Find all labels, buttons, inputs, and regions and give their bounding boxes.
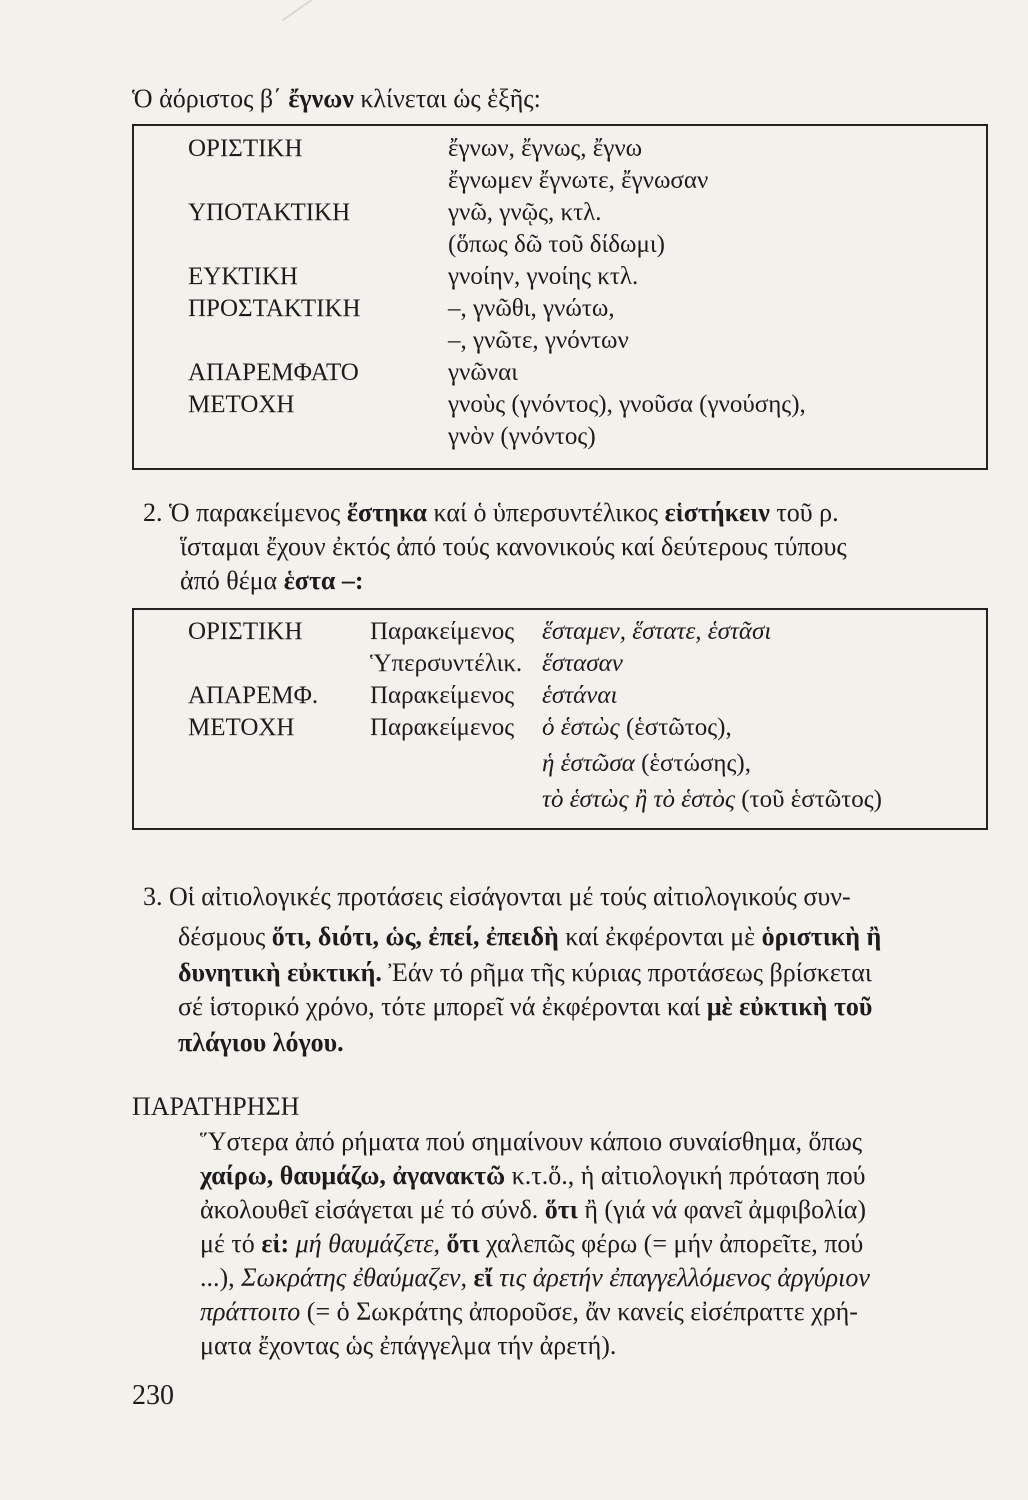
note-line7: ματα ἔχοντας ὡς ἐπάγγελμα τήν ἀρετή). [200, 1331, 617, 1360]
form-italic: τὸ ἑστὼς ἢ τὸ ἑστὸς [542, 786, 735, 813]
row-form: γνοίην, γνοίης κτλ. [448, 263, 639, 290]
note-line3 [200, 1193, 866, 1227]
text-span: ...), [200, 1263, 235, 1292]
bold-term: εἰ: [261, 1229, 290, 1258]
italic-quote: Σωκράτης ἐθαύμαζεν, [241, 1263, 467, 1292]
row-tense: Ὑπερσυντέλικ. [370, 650, 523, 677]
italic-quote: μή θαυμάζετε, [295, 1229, 440, 1258]
text-span: κ.τ.ὅ., ἡ αἰτιολογική πρόταση πού [511, 1161, 866, 1190]
italic-quote: τις ἀρετήν ἐπαγγελλόμενος ἀργύριον [499, 1263, 870, 1292]
form-genitive: (τοῦ ἑστῶτος) [741, 786, 882, 813]
bold-term: ἕστηκα [346, 498, 428, 527]
row-form: γνοὺς (γνόντος), γνοῦσα (γνούσης), [448, 391, 806, 418]
row-label: ΜΕΤΟΧΗ [188, 391, 295, 418]
section2-line1 [143, 496, 839, 530]
row-form: ἕστασαν [542, 650, 623, 677]
scan-mark [282, 0, 329, 39]
bold-term: ὅτι, διότι, ὡς, ἐπεί, ἐπειδὴ [271, 922, 559, 951]
text-span: τοῦ ρ. [776, 498, 839, 527]
row-label: ΥΠΟΤΑΚΤΙΚΗ [188, 199, 351, 226]
row-form: γνῶναι [448, 359, 518, 386]
row-form: –, γνῶτε, γνόντων [448, 327, 629, 354]
section3-line1 [143, 880, 851, 914]
row-form: (ὅπως δῶ τοῦ δίδωμι) [448, 231, 665, 258]
row-tense: Παρακείμενος [370, 618, 515, 645]
row-form: ἔγνωμεν ἔγνωτε, ἔγνωσαν [448, 167, 709, 194]
bold-term: χαίρω, θαυμάζω, ἀγανακτῶ [200, 1161, 506, 1190]
row-form: γνῶ, γνῷς, κτλ. [448, 199, 602, 226]
note-line2 [200, 1159, 865, 1193]
text-span: ἀπό θέμα [180, 566, 278, 595]
page-number: 230 [132, 1380, 174, 1411]
form-italic: ἡ ἑστῶσα [542, 750, 635, 777]
row-label: ΑΠΑΡΕΜΦΑΤΟ [188, 359, 359, 386]
bold-term: δυνητικὴ εὐκτική. [178, 958, 382, 987]
text-span: ἀκολουθεῖ εἰσάγεται μέ τό σύνδ. [200, 1195, 539, 1224]
row-form: γνὸν (γνόντος) [448, 423, 596, 450]
text-span: καί ὁ ὑπερσυντέλικος [433, 498, 659, 527]
text-span: (= ὁ Σωκράτης ἀποροῦσε, ἄν κανείς εἰσέπραττε χρή- [306, 1297, 858, 1326]
bold-term: ὅτι [544, 1195, 578, 1224]
text-span: ἢ (γιά νά φανεῖ ἀμφιβολία) [584, 1195, 867, 1224]
text-span: σέ ἱστορικό χρόνο, τότε μπορεῖ νά ἐκφέρονται καί [178, 992, 701, 1021]
row-tense: Παρακείμενος [370, 714, 515, 741]
row-label: ΠΡΟΣΤΑΚΤΙΚΗ [188, 295, 361, 322]
row-form [542, 712, 732, 744]
section-number: 3. [143, 882, 163, 911]
row-label: ΕΥΚΤΙΚΗ [188, 263, 298, 290]
row-form: ἕσταμεν, ἕστατε, ἑστᾶσι [542, 618, 772, 645]
row-form: ἔγνων, ἔγνως, ἔγνω [448, 135, 643, 162]
section2-line2: ἵσταμαι ἔχουν ἐκτός ἀπό τούς κανονικούς καί δεύτερους τύπους [180, 532, 847, 561]
row-label: ΑΠΑΡΕΜΦ. [188, 682, 319, 709]
text-span: χαλεπῶς φέρω (= μήν ἀπορεῖτε, πού [486, 1229, 864, 1258]
note-line4 [200, 1227, 863, 1261]
section3-line5: πλάγιου λόγου. [178, 1028, 344, 1057]
section3-line3 [178, 956, 872, 990]
note-heading: ΠΑΡΑΤΗΡΗΣΗ [132, 1092, 300, 1121]
text-span: Ὁ παρακείμενος [169, 498, 341, 527]
note-line6 [200, 1295, 858, 1329]
row-form: ἑστάναι [542, 682, 618, 709]
bold-term: μὲ εὐκτικὴ τοῦ [706, 992, 873, 1021]
bold-term: ὅτι [446, 1229, 480, 1258]
note-line1: Ὕστερα ἀπό ρήματα πού σημαίνουν κάποιο συναίσθημα, ὅπως [200, 1127, 863, 1156]
form-genitive: (ἑστῶτος), [625, 714, 732, 741]
section3-line4 [178, 990, 872, 1024]
row-form [542, 748, 751, 780]
section3-line2 [178, 920, 881, 954]
intro-line [132, 82, 541, 116]
italic-quote: πράττοιτο [200, 1297, 301, 1326]
row-form [542, 784, 882, 816]
intro-verb: ἔγνων [288, 84, 354, 113]
text-span: μέ τό [200, 1229, 255, 1258]
row-label: ΟΡΙΣΤΙΚΗ [188, 618, 303, 645]
bold-term: ὁριστικὴ ἢ [761, 922, 882, 951]
bold-term: εἴ [473, 1263, 493, 1292]
text-span: Ἐάν τό ρῆμα τῆς κύριας προτάσεως βρίσκεται [388, 958, 872, 987]
row-tense: Παρακείμενος [370, 682, 515, 709]
bold-term: ἑστα –: [283, 566, 364, 595]
intro-text: Ὁ ἀόριστος β΄ [132, 84, 282, 113]
text-span: δέσμους [178, 922, 266, 951]
form-genitive: (ἑστώσης), [641, 750, 751, 777]
row-label: ΜΕΤΟΧΗ [188, 714, 295, 741]
text-span: καί ἐκφέρονται μὲ [565, 922, 756, 951]
row-label: ΟΡΙΣΤΙΚΗ [188, 135, 303, 162]
row-form: –, γνῶθι, γνώτω, [448, 295, 615, 322]
bold-term: εἱστήκειν [664, 498, 770, 527]
form-italic: ὁ ἑστὼς [542, 714, 620, 741]
intro-text-end: κλίνεται ὡς ἑξῆς: [360, 84, 541, 113]
section2-line3 [180, 564, 364, 598]
section-number: 2. [143, 498, 163, 527]
note-line5 [200, 1261, 870, 1295]
text-span: Οἱ αἰτιολογικές προτάσεις εἰσάγονται μέ τούς αἰτιολογικούς συν- [169, 882, 851, 911]
